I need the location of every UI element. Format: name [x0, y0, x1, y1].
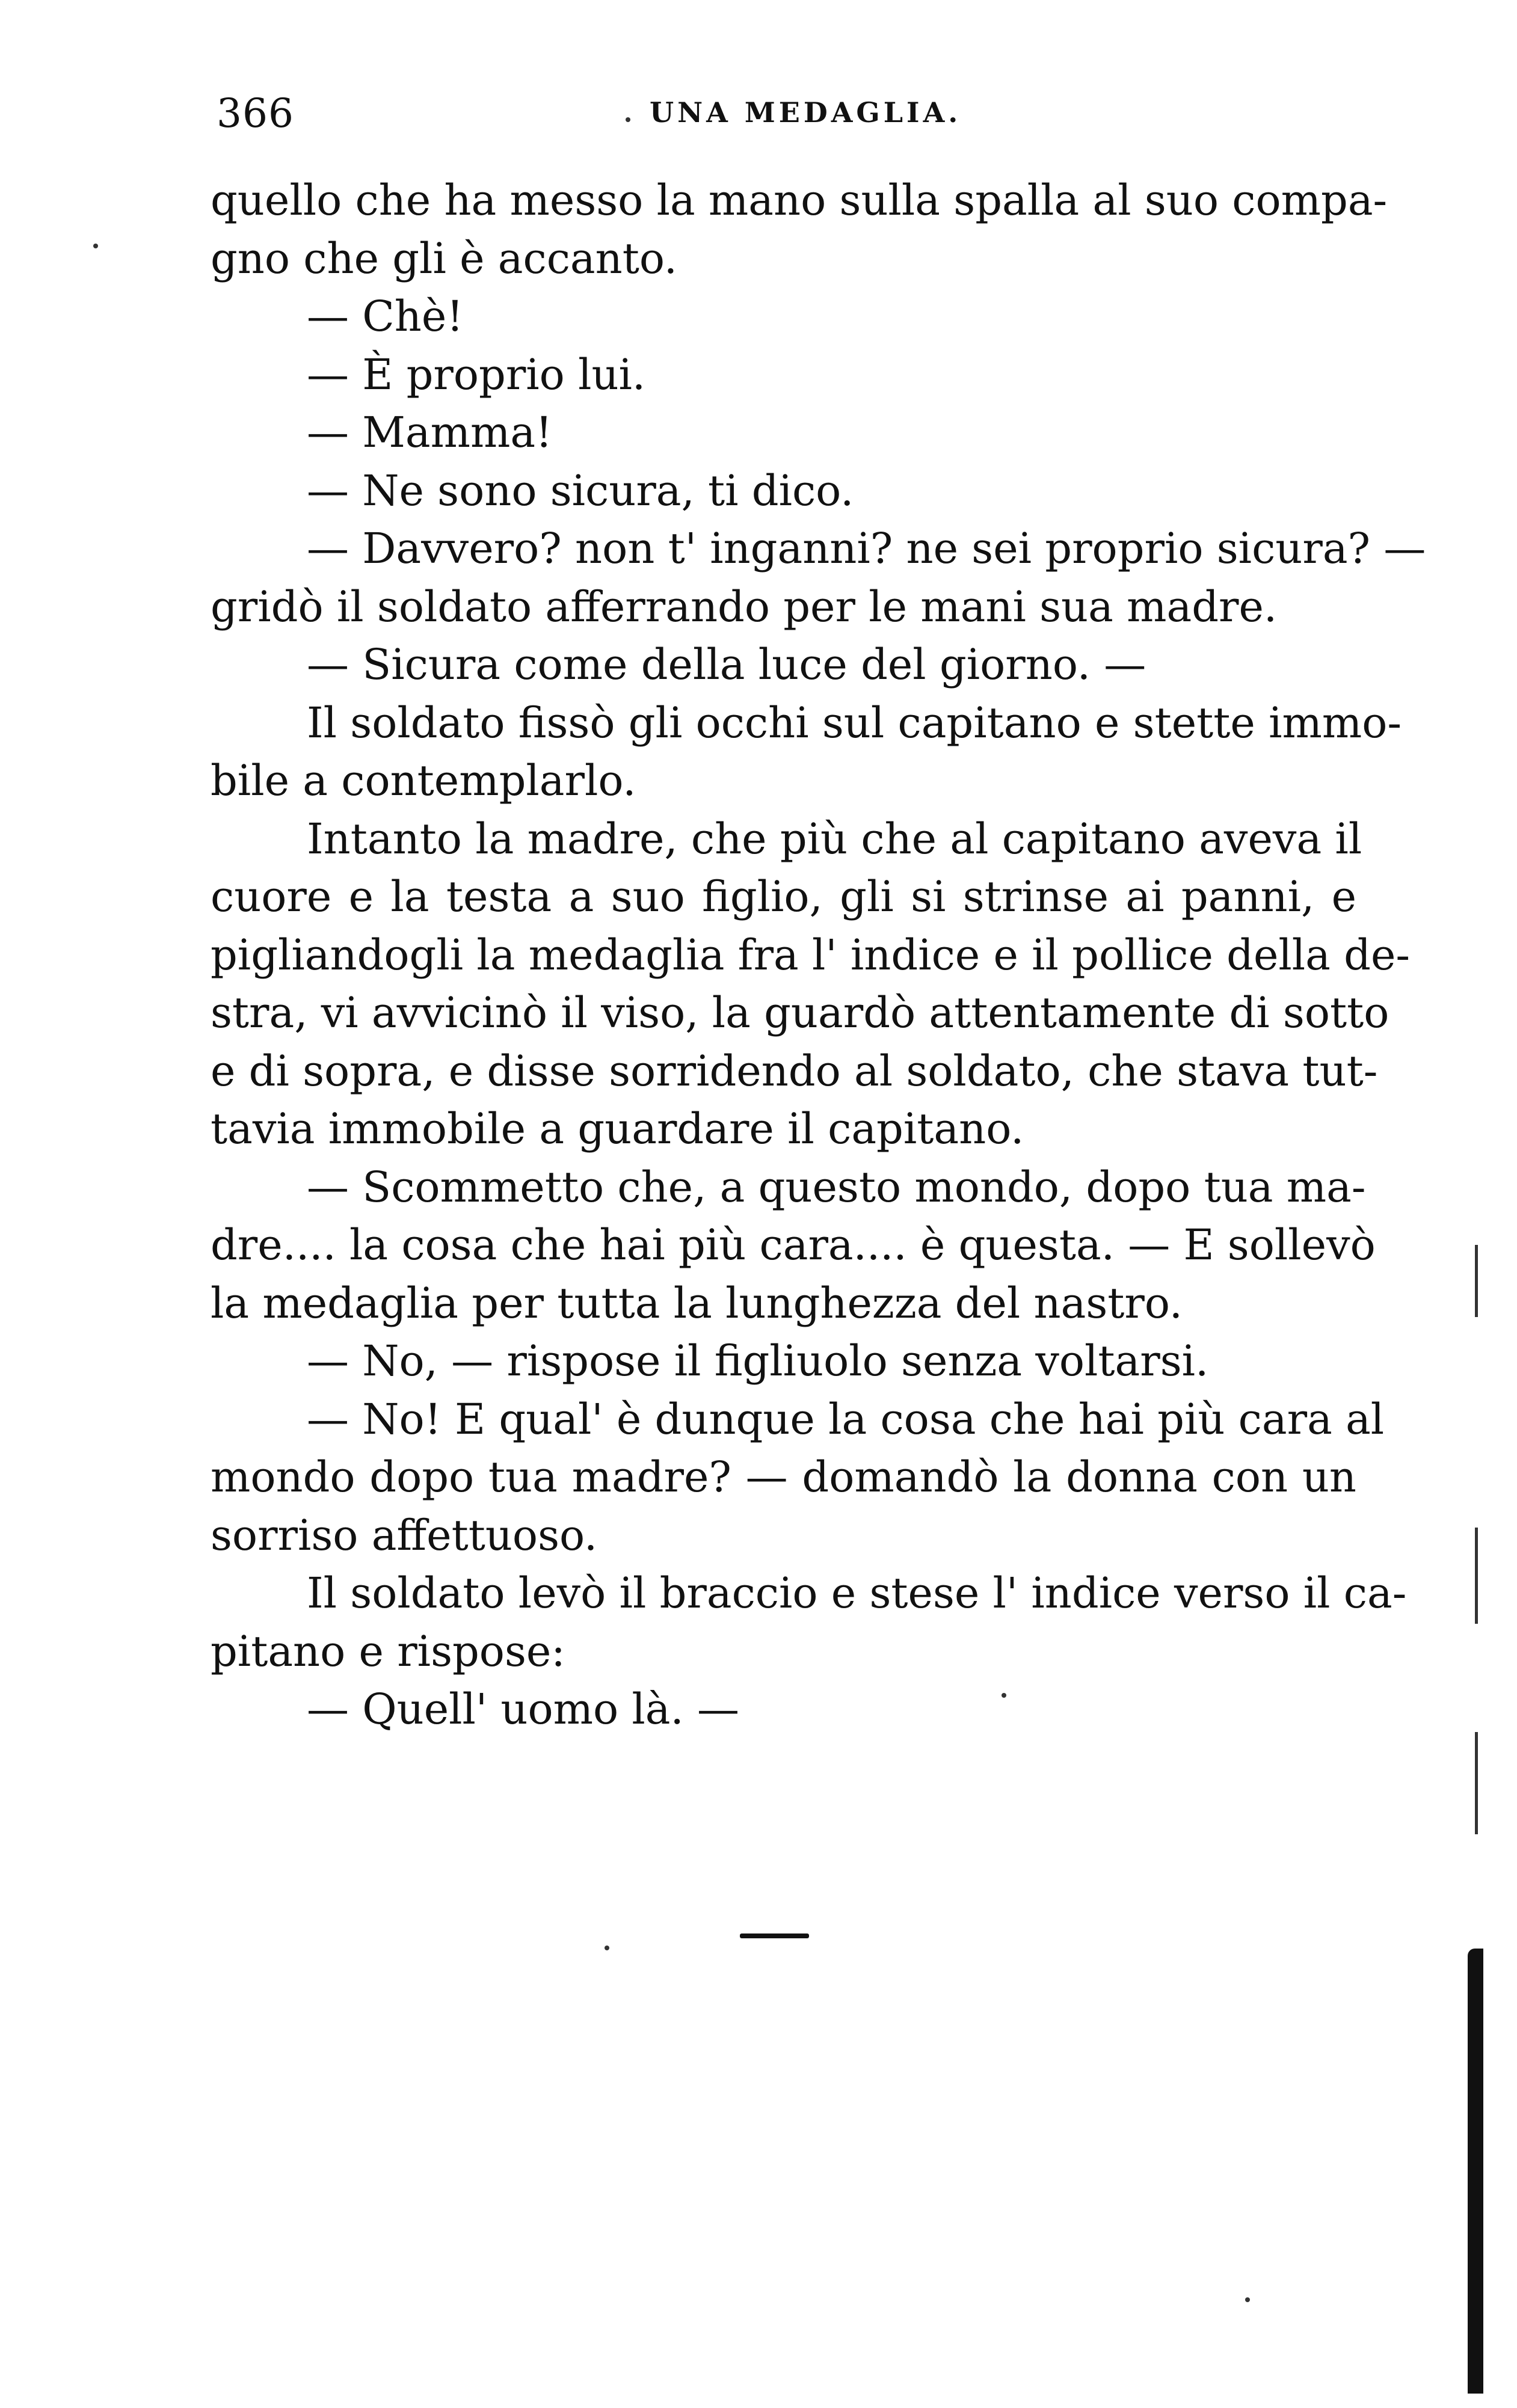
text-line: mondo dopo tua madre? — domandò la donna con un [211, 1452, 1356, 1502]
binding-edge-tick [1475, 1245, 1478, 1317]
text-line: — È proprio lui. [307, 349, 646, 399]
paper-speck [93, 244, 98, 248]
text-line: sorriso affettuoso. [211, 1510, 598, 1560]
text-line: gridò il soldato afferrando per le mani sua madre. [211, 582, 1278, 631]
paper-speck [626, 117, 630, 122]
text-line: — Mamma! [307, 408, 553, 457]
text-line: pitano e rispose: [211, 1626, 565, 1676]
text-line: — Sicura come della luce del giorno. — [307, 640, 1146, 689]
end-ornament-rule [740, 1933, 809, 1938]
text-line: — Chè! [307, 292, 464, 341]
text-line: Intanto la madre, che più che al capitano aveva il [307, 814, 1362, 864]
text-line: stra, vi avvicinò il viso, la guardò attentamente di sotto [211, 988, 1389, 1037]
binding-edge-tick [1475, 1528, 1478, 1624]
paper-speck [605, 1946, 609, 1950]
text-line: Il soldato fissò gli occhi sul capitano e stette immo- [307, 698, 1402, 748]
text-line: — Davvero? non t' inganni? ne sei proprio sicura? — [307, 524, 1426, 573]
text-line: dre.... la cosa che hai più cara.... è questa. — E sollevò [211, 1220, 1376, 1270]
text-line: pigliandogli la medaglia fra l' indice e il pollice della de- [211, 930, 1411, 980]
text-line: — No! E qual' è dunque la cosa che hai più cara al [307, 1394, 1385, 1444]
paper-speck [1002, 1693, 1006, 1698]
paper-speck [1245, 2297, 1250, 2302]
body-text [211, 171, 1426, 1739]
page-header [205, 90, 1365, 144]
text-line: — Quell' uomo là. — [307, 1685, 740, 1734]
binding-edge-tick [1475, 1732, 1478, 1834]
text-line: quello che ha messo la mano sulla spalla al suo compa- [211, 176, 1388, 225]
text-line: la medaglia per tutta la lunghezza del nastro. [211, 1278, 1183, 1328]
text-line: — Scommetto che, a questo mondo, dopo tua ma- [307, 1162, 1366, 1212]
binding-edge-shadow [1468, 1949, 1483, 2394]
text-line: cuore e la testa a suo figlio, gli si strinse ai panni, e [211, 872, 1356, 921]
running-title: UNA MEDAGLIA. [650, 96, 962, 129]
text-line: gno che gli è accanto. [211, 233, 678, 283]
text-line: e di sopra, e disse sorridendo al soldato, che stava tut- [211, 1046, 1378, 1096]
page-number: 366 [217, 90, 294, 137]
text-line: bile a contemplarlo. [211, 756, 636, 805]
text-line: — Ne sono sicura, ti dico. [307, 465, 854, 515]
text-line: — No, — rispose il figliuolo senza voltarsi. [307, 1336, 1209, 1386]
text-line: tavia immobile a guardare il capitano. [211, 1104, 1024, 1153]
text-line: Il soldato levò il braccio e stese l' indice verso il ca- [307, 1568, 1407, 1618]
